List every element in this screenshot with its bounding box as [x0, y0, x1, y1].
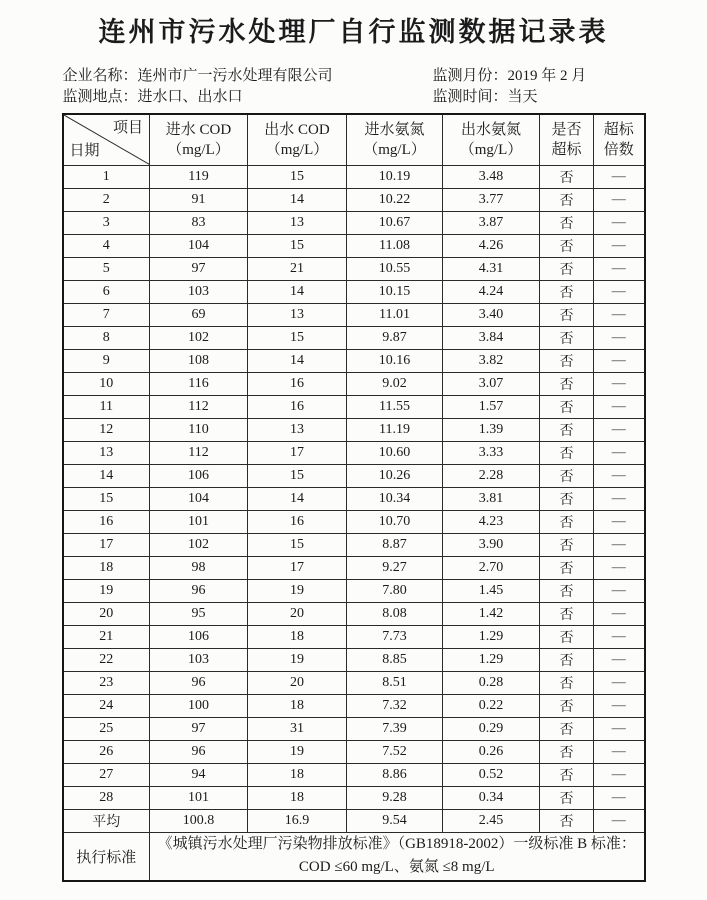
cell-influent-cod: 95: [150, 602, 248, 625]
cell-influent-nh3n: 9.54: [347, 809, 443, 832]
cell-effluent-cod: 17: [248, 556, 347, 579]
cell-effluent-nh3n: 0.28: [443, 671, 540, 694]
cell-effluent-cod: 15: [248, 234, 347, 257]
cell-date: 17: [63, 533, 150, 556]
cell-influent-nh3n: 10.26: [347, 464, 443, 487]
monitoring-data-table: [62, 113, 646, 882]
cell-exceed-multiple: —: [594, 326, 645, 349]
cell-effluent-cod: 16.9: [248, 809, 347, 832]
cell-exceed-multiple: —: [594, 418, 645, 441]
table-row: [63, 257, 645, 280]
month-label: 监测月份：: [432, 68, 508, 84]
cell-influent-cod: 102: [150, 326, 248, 349]
column-header-influent-cod: 进水 COD （mg/L）: [150, 114, 248, 165]
cell-effluent-cod: 14: [248, 188, 347, 211]
cell-exceed-flag: 否: [540, 487, 594, 510]
cell-exceed-multiple: —: [594, 533, 645, 556]
table-row: [63, 487, 645, 510]
table-row: [63, 349, 645, 372]
cell-effluent-nh3n: 1.42: [443, 602, 540, 625]
table-row: [63, 694, 645, 717]
cell-date: 16: [63, 510, 150, 533]
cell-exceed-multiple: —: [594, 464, 645, 487]
cell-effluent-cod: 20: [248, 671, 347, 694]
cell-exceed-flag: 否: [540, 694, 594, 717]
table-row: [63, 740, 645, 763]
corner-label-item: 项目: [112, 120, 143, 136]
month-field: [433, 66, 645, 87]
cell-exceed-flag: 否: [540, 602, 594, 625]
cell-influent-nh3n: 11.55: [347, 395, 443, 418]
header-row: [63, 114, 645, 165]
cell-influent-cod: 98: [150, 556, 248, 579]
cell-influent-cod: 94: [150, 763, 248, 786]
cell-influent-nh3n: 7.32: [347, 694, 443, 717]
cell-influent-cod: 97: [150, 717, 248, 740]
cell-influent-cod: 112: [150, 441, 248, 464]
cell-effluent-nh3n: 2.45: [443, 809, 540, 832]
cell-exceed-flag: 否: [540, 257, 594, 280]
table-row: [63, 510, 645, 533]
cell-influent-cod: 108: [150, 349, 248, 372]
cell-influent-cod: 104: [150, 234, 248, 257]
cell-influent-cod: 103: [150, 648, 248, 671]
column-header-influent-nh3n: 进水氨氮 （mg/L）: [347, 114, 443, 165]
cell-effluent-nh3n: 1.57: [443, 395, 540, 418]
table-row: [63, 671, 645, 694]
cell-influent-nh3n: 7.39: [347, 717, 443, 740]
cell-effluent-nh3n: 3.81: [443, 487, 540, 510]
cell-exceed-multiple: —: [594, 441, 645, 464]
cell-date: 23: [63, 671, 150, 694]
cell-influent-cod: 112: [150, 395, 248, 418]
table-row: [63, 395, 645, 418]
cell-influent-cod: 96: [150, 579, 248, 602]
table-row: [63, 625, 645, 648]
cell-exceed-multiple: —: [594, 303, 645, 326]
cell-effluent-cod: 16: [248, 372, 347, 395]
cell-exceed-flag: 否: [540, 625, 594, 648]
cell-exceed-flag: 否: [540, 234, 594, 257]
cell-date: 4: [63, 234, 150, 257]
cell-effluent-cod: 20: [248, 602, 347, 625]
cell-exceed-multiple: —: [594, 786, 645, 809]
cell-exceed-flag: 否: [540, 303, 594, 326]
column-header-exceed-multiple: 超标 倍数: [594, 114, 645, 165]
cell-influent-cod: 101: [150, 510, 248, 533]
cell-effluent-nh3n: 3.77: [443, 188, 540, 211]
cell-date: 10: [63, 372, 150, 395]
cell-date: 11: [63, 395, 150, 418]
cell-exceed-multiple: —: [594, 372, 645, 395]
cell-effluent-cod: 15: [248, 165, 347, 188]
cell-effluent-nh3n: 4.23: [443, 510, 540, 533]
company-field: [63, 66, 433, 87]
cell-date: 27: [63, 763, 150, 786]
cell-effluent-nh3n: 3.90: [443, 533, 540, 556]
cell-exceed-flag: 否: [540, 418, 594, 441]
cell-date: 22: [63, 648, 150, 671]
cell-exceed-multiple: —: [594, 625, 645, 648]
cell-exceed-multiple: —: [594, 648, 645, 671]
cell-exceed-multiple: —: [594, 671, 645, 694]
cell-date: 12: [63, 418, 150, 441]
cell-influent-nh3n: 7.80: [347, 579, 443, 602]
cell-exceed-multiple: —: [594, 694, 645, 717]
cell-date: 20: [63, 602, 150, 625]
cell-exceed-multiple: —: [594, 280, 645, 303]
column-header-effluent-cod: 出水 COD （mg/L）: [248, 114, 347, 165]
cell-exceed-multiple: —: [594, 602, 645, 625]
cell-influent-nh3n: 10.55: [347, 257, 443, 280]
cell-exceed-multiple: —: [594, 487, 645, 510]
cell-date: 7: [63, 303, 150, 326]
table-row: [63, 188, 645, 211]
cell-exceed-flag: 否: [540, 740, 594, 763]
cell-influent-nh3n: 9.02: [347, 372, 443, 395]
cell-exceed-flag: 否: [540, 533, 594, 556]
cell-effluent-cod: 19: [248, 648, 347, 671]
cell-effluent-nh3n: 0.52: [443, 763, 540, 786]
cell-effluent-nh3n: 0.26: [443, 740, 540, 763]
cell-effluent-nh3n: 3.48: [443, 165, 540, 188]
cell-influent-nh3n: 11.01: [347, 303, 443, 326]
cell-exceed-flag: 否: [540, 372, 594, 395]
cell-exceed-multiple: —: [594, 510, 645, 533]
cell-exceed-flag: 否: [540, 326, 594, 349]
cell-effluent-nh3n: 1.45: [443, 579, 540, 602]
cell-influent-cod: 102: [150, 533, 248, 556]
cell-exceed-multiple: —: [594, 395, 645, 418]
cell-influent-nh3n: 10.60: [347, 441, 443, 464]
cell-influent-nh3n: 8.85: [347, 648, 443, 671]
cell-exceed-multiple: —: [594, 349, 645, 372]
cell-exceed-flag: 否: [540, 349, 594, 372]
page-title: 连州市污水处理厂自行监测数据记录表: [98, 17, 609, 47]
table-row: [63, 464, 645, 487]
cell-effluent-cod: 15: [248, 326, 347, 349]
cell-effluent-nh3n: 0.22: [443, 694, 540, 717]
cell-influent-cod: 103: [150, 280, 248, 303]
location-field: [63, 87, 433, 108]
cell-influent-nh3n: 8.51: [347, 671, 443, 694]
cell-effluent-nh3n: 0.34: [443, 786, 540, 809]
cell-effluent-cod: 15: [248, 533, 347, 556]
cell-exceed-multiple: —: [594, 234, 645, 257]
table-row: [63, 280, 645, 303]
cell-influent-cod: 110: [150, 418, 248, 441]
cell-influent-nh3n: 10.67: [347, 211, 443, 234]
corner-label-date: 日期: [69, 143, 100, 160]
table-row: [63, 648, 645, 671]
time-label: 监测时间：: [432, 89, 508, 105]
cell-effluent-nh3n: 4.26: [443, 234, 540, 257]
cell-date: 1: [63, 165, 150, 188]
cell-effluent-cod: 15: [248, 464, 347, 487]
cell-effluent-cod: 18: [248, 786, 347, 809]
standard-label: 执行标准: [63, 832, 150, 881]
cell-effluent-cod: 16: [248, 395, 347, 418]
cell-date: 21: [63, 625, 150, 648]
cell-influent-cod: 83: [150, 211, 248, 234]
table-row: [63, 211, 645, 234]
cell-effluent-nh3n: 4.31: [443, 257, 540, 280]
cell-date: 2: [63, 188, 150, 211]
cell-exceed-flag: 否: [540, 786, 594, 809]
cell-exceed-flag: 否: [540, 671, 594, 694]
cell-exceed-multiple: —: [594, 763, 645, 786]
cell-effluent-nh3n: 3.84: [443, 326, 540, 349]
cell-influent-cod: 96: [150, 671, 248, 694]
cell-effluent-nh3n: 1.29: [443, 648, 540, 671]
standard-row: [63, 832, 645, 881]
cell-exceed-multiple: —: [594, 165, 645, 188]
table-row: [63, 303, 645, 326]
cell-exceed-flag: 否: [540, 717, 594, 740]
standard-text: 《城镇污水处理厂污染物排放标准》（GB18918-2002）一级标准 B 标准：COD ≤60 mg/L、氨氮 ≤8 mg/L: [150, 832, 645, 881]
cell-effluent-cod: 21: [248, 257, 347, 280]
cell-influent-cod: 100: [150, 694, 248, 717]
table-row: [63, 763, 645, 786]
cell-exceed-multiple: —: [594, 257, 645, 280]
cell-effluent-cod: 13: [248, 418, 347, 441]
cell-effluent-cod: 13: [248, 211, 347, 234]
cell-exceed-flag: 否: [540, 809, 594, 832]
column-header-exceed-flag: 是否 超标: [540, 114, 594, 165]
cell-influent-nh3n: 8.08: [347, 602, 443, 625]
cell-exceed-flag: 否: [540, 280, 594, 303]
cell-influent-cod: 106: [150, 464, 248, 487]
cell-influent-cod: 116: [150, 372, 248, 395]
cell-effluent-cod: 18: [248, 694, 347, 717]
cell-exceed-flag: 否: [540, 165, 594, 188]
cell-effluent-nh3n: 3.87: [443, 211, 540, 234]
cell-effluent-nh3n: 2.28: [443, 464, 540, 487]
cell-influent-nh3n: 10.70: [347, 510, 443, 533]
cell-exceed-flag: 否: [540, 648, 594, 671]
cell-influent-nh3n: 9.27: [347, 556, 443, 579]
cell-exceed-flag: 否: [540, 763, 594, 786]
cell-influent-cod: 69: [150, 303, 248, 326]
cell-exceed-flag: 否: [540, 510, 594, 533]
table-row: [63, 602, 645, 625]
cell-effluent-cod: 17: [248, 441, 347, 464]
cell-influent-nh3n: 10.19: [347, 165, 443, 188]
cell-influent-cod: 106: [150, 625, 248, 648]
cell-influent-nh3n: 8.87: [347, 533, 443, 556]
table-row: [63, 441, 645, 464]
cell-influent-cod: 119: [150, 165, 248, 188]
cell-date: 26: [63, 740, 150, 763]
company-value: 连州市广一污水处理有限公司: [137, 68, 333, 84]
cell-influent-nh3n: 9.87: [347, 326, 443, 349]
cell-influent-nh3n: 8.86: [347, 763, 443, 786]
table-row: [63, 234, 645, 257]
table-row: [63, 165, 645, 188]
cell-influent-nh3n: 10.15: [347, 280, 443, 303]
cell-influent-cod: 101: [150, 786, 248, 809]
cell-date: 18: [63, 556, 150, 579]
cell-exceed-flag: 否: [540, 579, 594, 602]
cell-date: 25: [63, 717, 150, 740]
cell-date: 3: [63, 211, 150, 234]
table-row: [63, 533, 645, 556]
cell-date: 5: [63, 257, 150, 280]
cell-exceed-multiple: —: [594, 211, 645, 234]
cell-effluent-cod: 14: [248, 487, 347, 510]
time-field: [433, 87, 645, 108]
table-row: [63, 717, 645, 740]
cell-influent-nh3n: 10.22: [347, 188, 443, 211]
cell-effluent-cod: 31: [248, 717, 347, 740]
column-header-effluent-nh3n: 出水氨氮 （mg/L）: [443, 114, 540, 165]
cell-influent-cod: 104: [150, 487, 248, 510]
month-value: 2019 年 2 月: [507, 68, 587, 84]
location-value: 进水口、出水口: [137, 89, 243, 105]
cell-exceed-multiple: —: [594, 579, 645, 602]
table-row: [63, 556, 645, 579]
cell-influent-nh3n: 11.19: [347, 418, 443, 441]
cell-exceed-flag: 否: [540, 188, 594, 211]
meta-block: [63, 66, 645, 108]
cell-date: 13: [63, 441, 150, 464]
cell-influent-cod: 91: [150, 188, 248, 211]
cell-effluent-nh3n: 1.29: [443, 625, 540, 648]
cell-exceed-flag: 否: [540, 556, 594, 579]
cell-date: 8: [63, 326, 150, 349]
cell-effluent-nh3n: 4.24: [443, 280, 540, 303]
table-row: [63, 786, 645, 809]
cell-effluent-nh3n: 3.40: [443, 303, 540, 326]
cell-date: 15: [63, 487, 150, 510]
cell-date: 19: [63, 579, 150, 602]
company-label: 企业名称：: [62, 68, 138, 84]
table-row: [63, 372, 645, 395]
cell-effluent-nh3n: 3.33: [443, 441, 540, 464]
cell-effluent-cod: 14: [248, 349, 347, 372]
cell-date: 28: [63, 786, 150, 809]
table-row: [63, 326, 645, 349]
time-value: 当天: [507, 89, 538, 105]
cell-effluent-nh3n: 2.70: [443, 556, 540, 579]
cell-influent-cod: 100.8: [150, 809, 248, 832]
cell-effluent-nh3n: 3.82: [443, 349, 540, 372]
cell-influent-nh3n: 7.52: [347, 740, 443, 763]
cell-effluent-nh3n: 3.07: [443, 372, 540, 395]
cell-influent-nh3n: 11.08: [347, 234, 443, 257]
cell-effluent-cod: 16: [248, 510, 347, 533]
cell-exceed-flag: 否: [540, 464, 594, 487]
cell-influent-cod: 97: [150, 257, 248, 280]
cell-effluent-cod: 18: [248, 763, 347, 786]
cell-date: 6: [63, 280, 150, 303]
cell-effluent-nh3n: 1.39: [443, 418, 540, 441]
cell-exceed-flag: 否: [540, 395, 594, 418]
cell-exceed-flag: 否: [540, 211, 594, 234]
cell-date: 平均: [63, 809, 150, 832]
cell-effluent-cod: 19: [248, 740, 347, 763]
cell-exceed-multiple: —: [594, 809, 645, 832]
cell-effluent-cod: 19: [248, 579, 347, 602]
cell-date: 24: [63, 694, 150, 717]
cell-effluent-cod: 14: [248, 280, 347, 303]
cell-influent-nh3n: 7.73: [347, 625, 443, 648]
cell-date: 14: [63, 464, 150, 487]
table-body: [63, 165, 645, 832]
cell-effluent-cod: 18: [248, 625, 347, 648]
cell-exceed-multiple: —: [594, 717, 645, 740]
cell-influent-nh3n: 10.16: [347, 349, 443, 372]
cell-effluent-nh3n: 0.29: [443, 717, 540, 740]
cell-exceed-multiple: —: [594, 188, 645, 211]
cell-influent-cod: 96: [150, 740, 248, 763]
cell-effluent-cod: 13: [248, 303, 347, 326]
location-label: 监测地点：: [62, 89, 138, 105]
cell-exceed-multiple: —: [594, 556, 645, 579]
cell-exceed-multiple: —: [594, 740, 645, 763]
cell-exceed-flag: 否: [540, 441, 594, 464]
table-row: [63, 579, 645, 602]
corner-header-cell: [63, 114, 150, 165]
cell-influent-nh3n: 10.34: [347, 487, 443, 510]
cell-date: 9: [63, 349, 150, 372]
table-row: [63, 418, 645, 441]
table-row: [63, 809, 645, 832]
cell-influent-nh3n: 9.28: [347, 786, 443, 809]
